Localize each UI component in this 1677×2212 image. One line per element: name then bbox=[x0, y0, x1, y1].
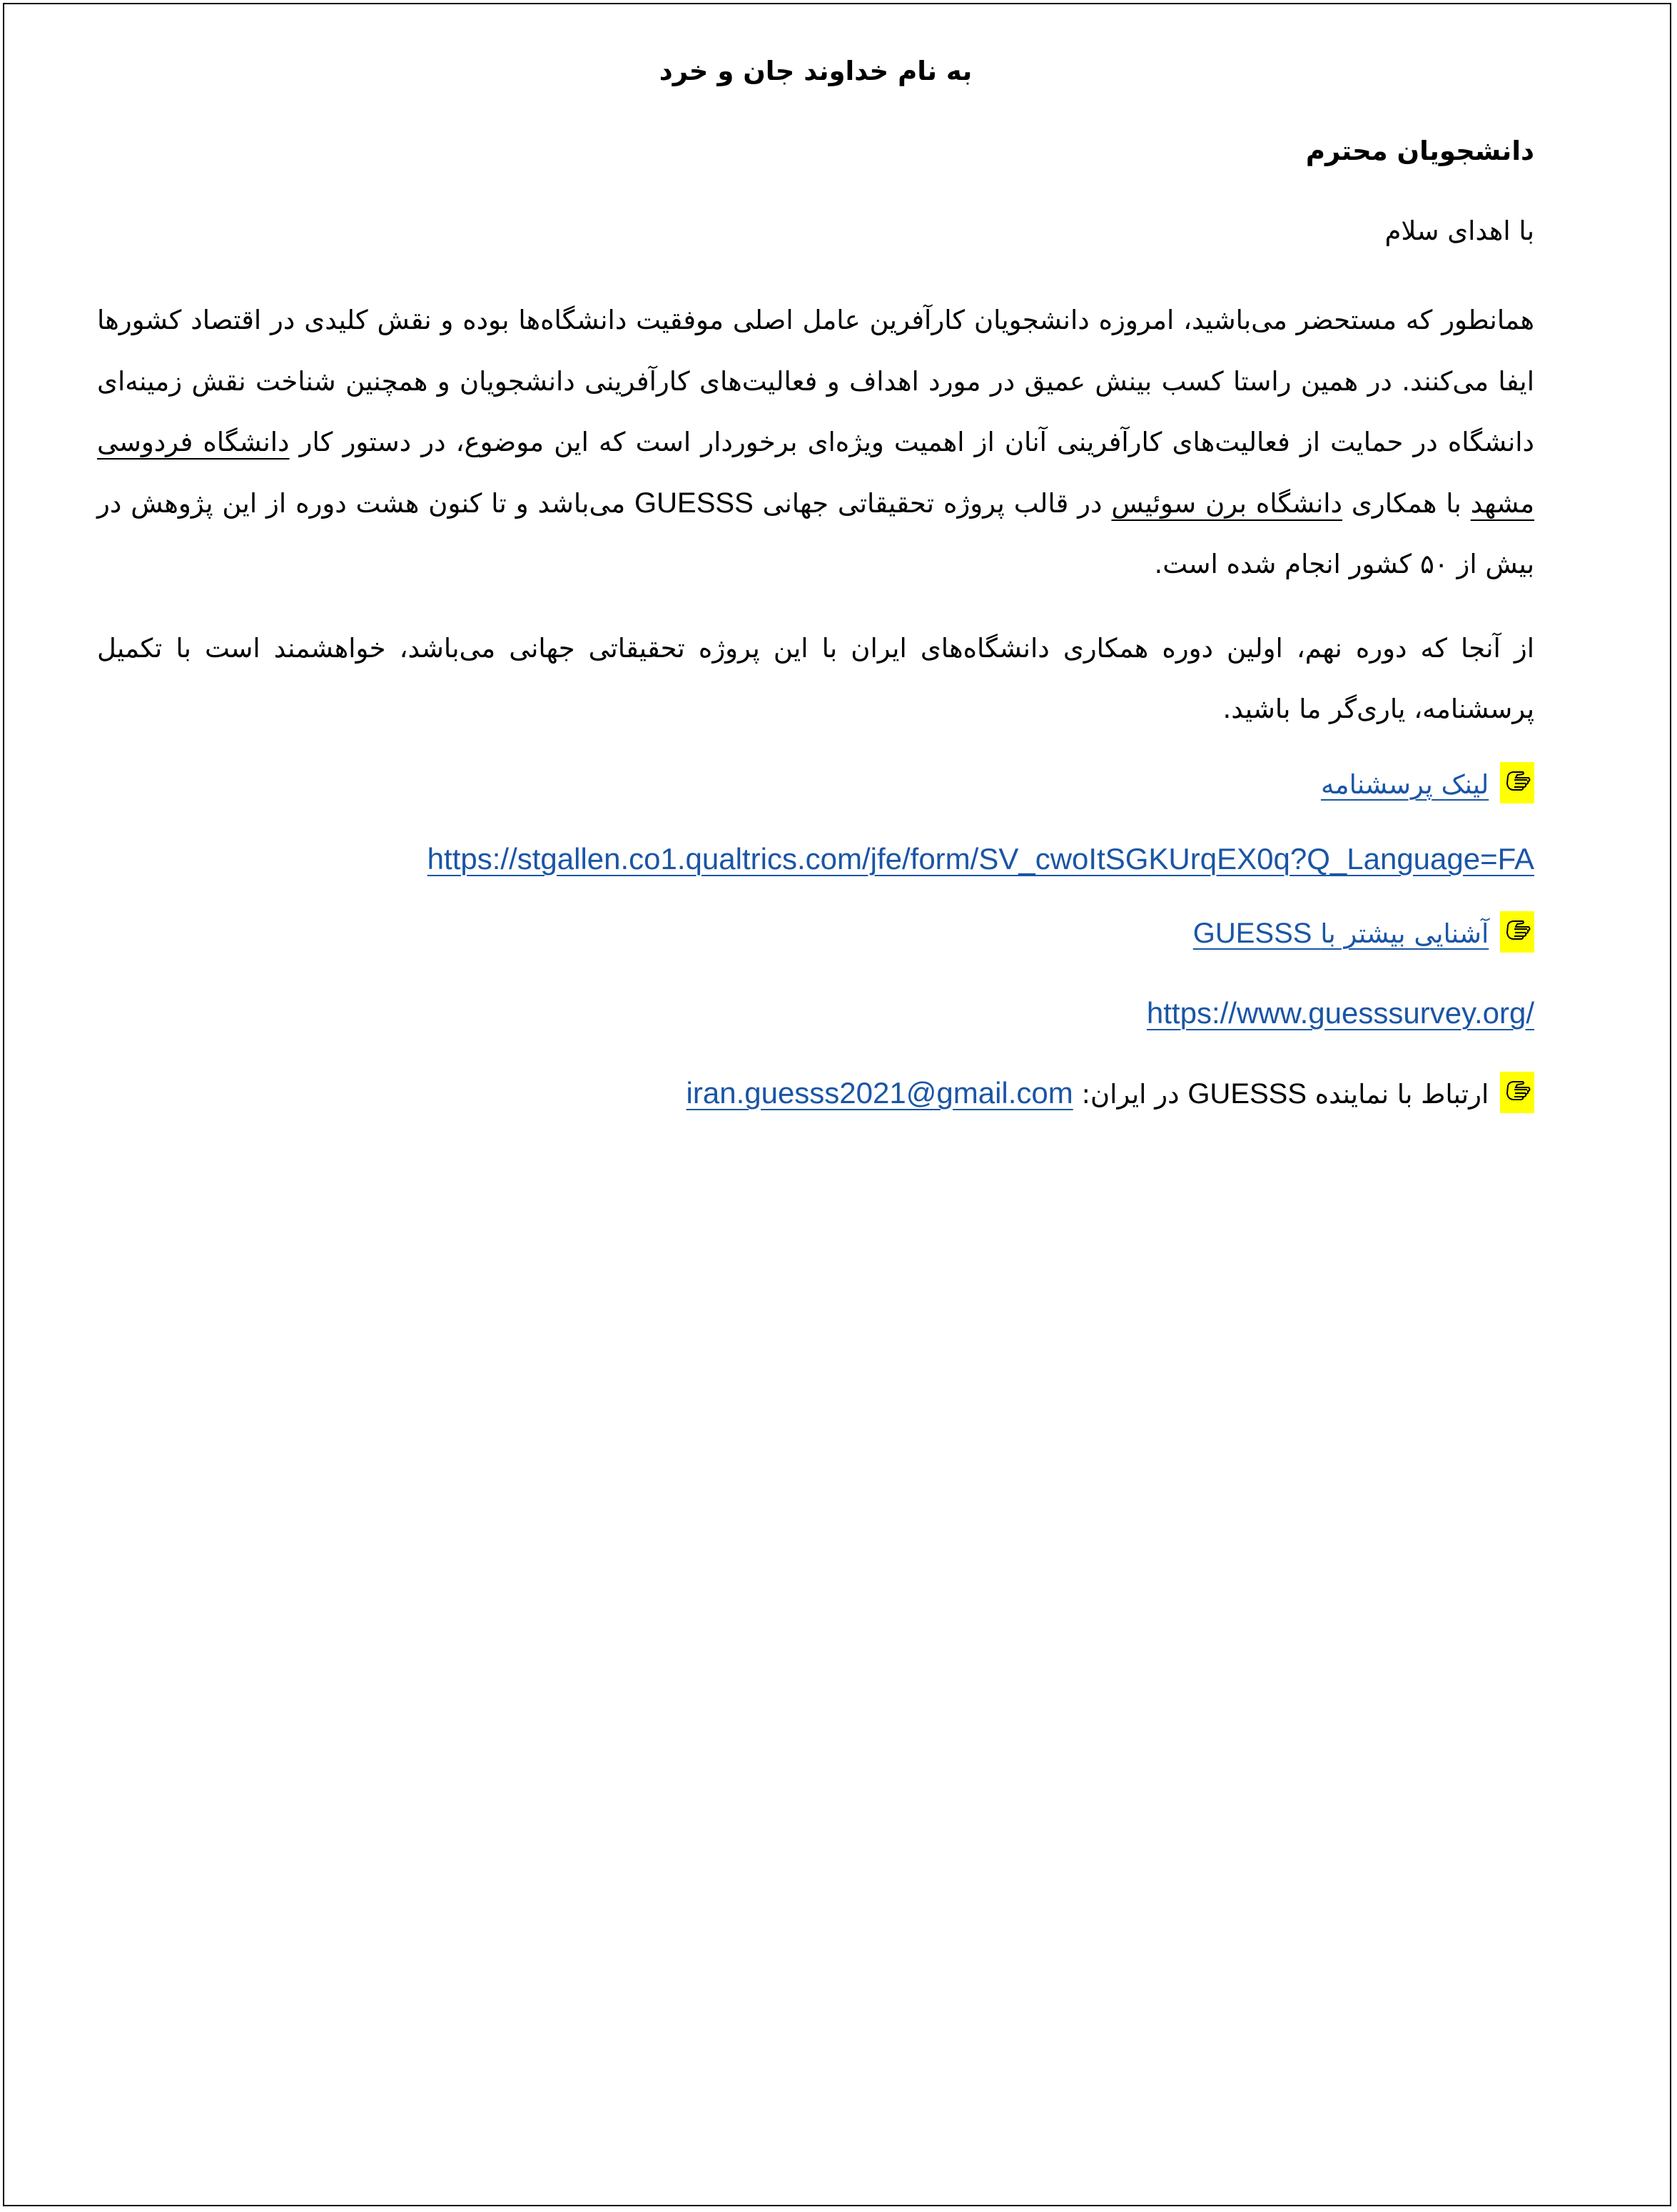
intro-paragraph bbox=[97, 290, 1534, 595]
salutation: دانشجویان محترم bbox=[1305, 136, 1534, 166]
page-title: به نام خداوند جان و خرد bbox=[659, 56, 973, 86]
pointing-hand-icon bbox=[1500, 1072, 1534, 1113]
letter bbox=[97, 50, 1534, 1115]
questionnaire-url-row bbox=[97, 838, 1534, 881]
questionnaire-link[interactable]: لینک پرسشنامه bbox=[1320, 768, 1489, 800]
guesss-brand: GUESSS bbox=[634, 487, 754, 519]
bern-university-name: دانشگاه برن سوئیس bbox=[1111, 487, 1342, 519]
contact-suffix: در ایران: bbox=[1081, 1078, 1180, 1110]
pointing-hand-icon bbox=[1500, 762, 1534, 803]
contact-brand: GUESSS bbox=[1187, 1077, 1307, 1110]
greeting: با اهدای سلام bbox=[1384, 215, 1534, 246]
intro-text-2: با همکاری bbox=[1351, 487, 1461, 519]
contact-prefix: ارتباط با نماینده bbox=[1314, 1078, 1489, 1110]
ferdowsi-university-name: دانشگاه فردوسی مشهد bbox=[97, 427, 1535, 519]
intro-text-3: در قالب پروژه تحقیقاتی جهانی bbox=[762, 487, 1103, 519]
questionnaire-url-link[interactable]: https://stgallen.co1.qualtrics.com/jfe/form/SV_cwoItSGKUrqEX0q?Q_Language=FA bbox=[427, 841, 1534, 876]
intro-text-4: می‌باشد و تا کنون هشت دوره از این پژوهش در بیش از ۵۰ کشور انجام شده است. bbox=[97, 487, 1534, 580]
learn-more-row bbox=[97, 912, 1534, 955]
learn-more-brand: GUESSS bbox=[1192, 917, 1312, 949]
questionnaire-row bbox=[97, 763, 1534, 806]
website-url-link[interactable]: https://www.guesssurvey.org/ bbox=[1146, 995, 1534, 1030]
intro-text-1: همانطور که مستحضر می‌باشید، امروزه دانشجویان کارآفرین عامل اصلی موفقیت دانشگاه‌ها بوده و نقش کلیدی در اقتصاد کشورها ایفا می‌کنند. در همین راستا کسب بینش عمیق در مورد اهداف و فعالیت‌های کارآفرینی دانشجویان و همچنین شناخت نقش زمینه‌ای دانشگاه در حمایت از فعالیت‌های کارآفرینی آنان از اهمیت ویژه‌ای برخوردار است که این موضوع، در دستور کار bbox=[97, 305, 1535, 458]
learn-more-link[interactable] bbox=[1193, 918, 1489, 949]
website-url-row bbox=[97, 992, 1534, 1035]
request-paragraph: از آنجا که دوره نهم، اولین دوره همکاری دانشگاه‌های ایران با این پروژه تحقیقاتی جهانی می‌باشد، خواهشمند است با تکمیل پرسشنامه، یاری‌گر ما باشید. bbox=[97, 632, 1534, 724]
pointing-hand-icon bbox=[1500, 911, 1534, 953]
contact-email-link[interactable]: iran.guesss2021@gmail.com bbox=[686, 1075, 1073, 1110]
contact-row bbox=[97, 1072, 1534, 1115]
learn-more-label: آشنایی بیشتر با bbox=[1320, 918, 1489, 949]
